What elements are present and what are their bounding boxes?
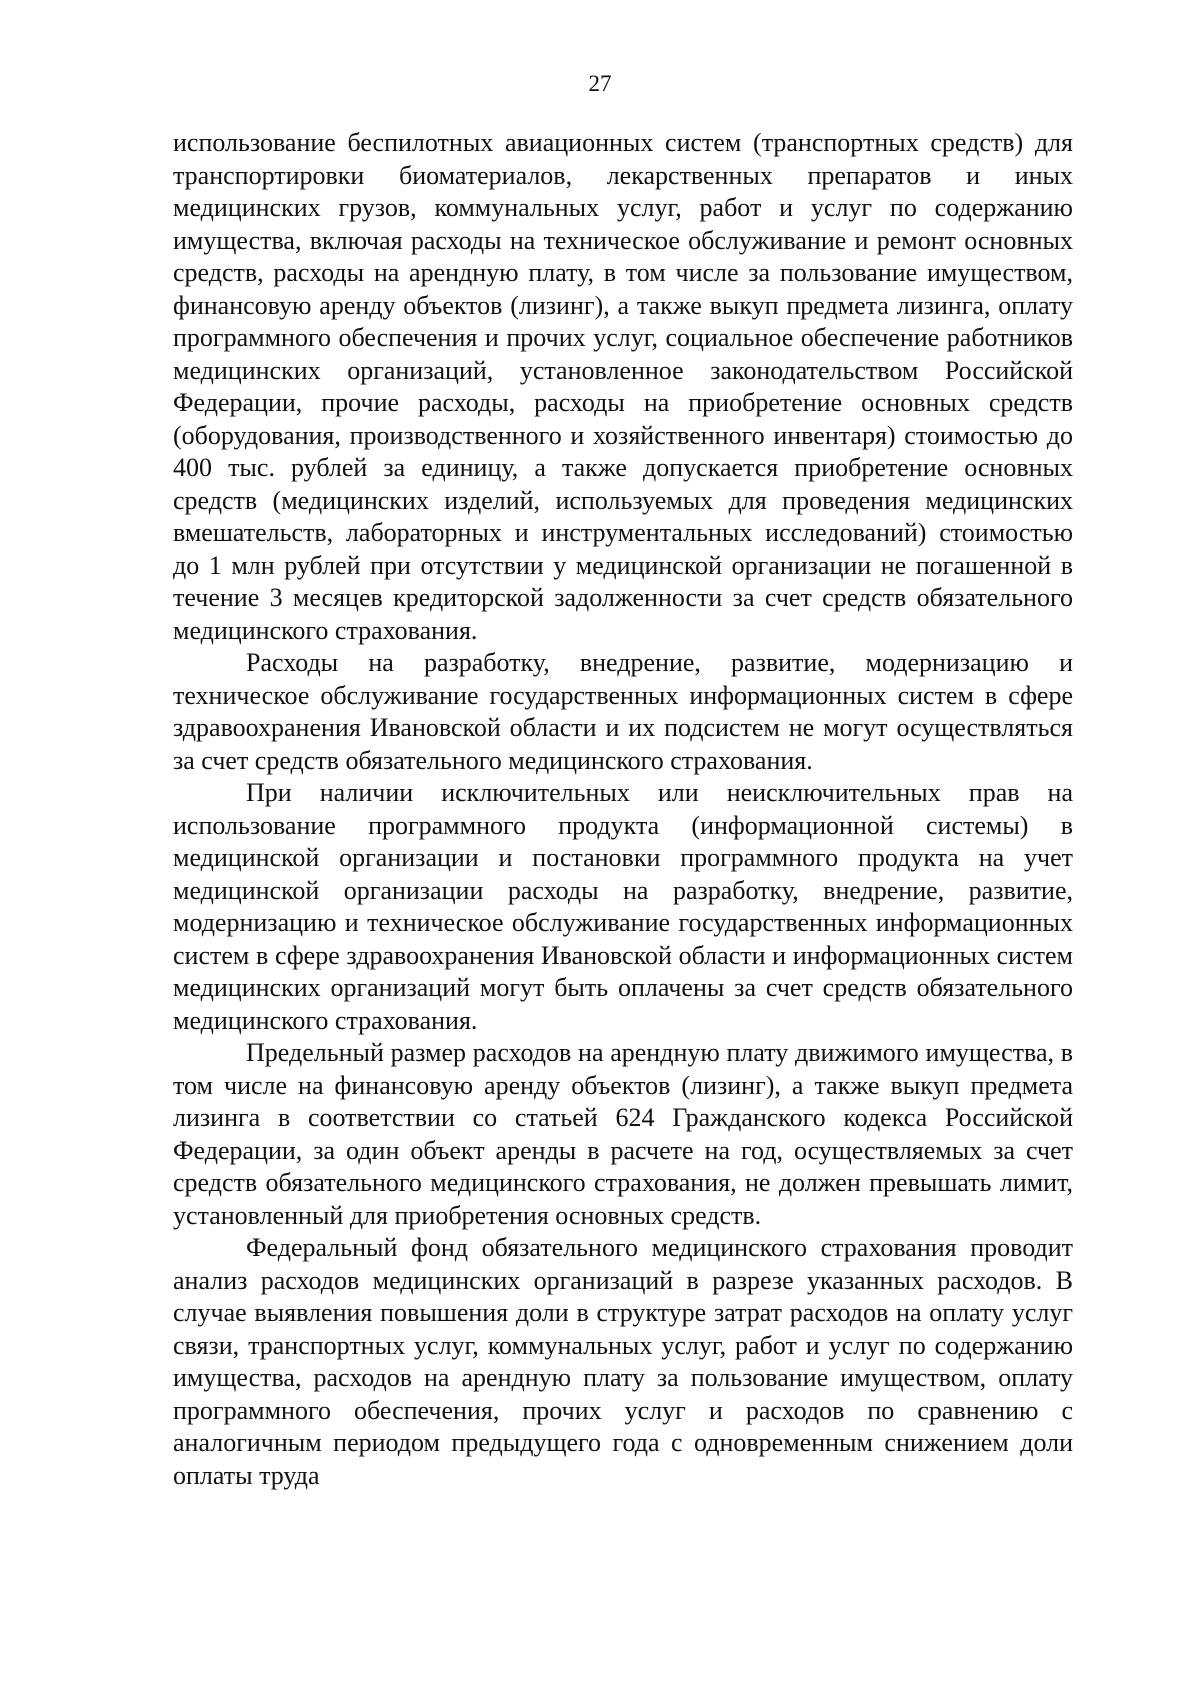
- paragraph-software-rights: При наличии исключительных или неисключительных прав на использование программного продукта (информационной системы) в медицинской организации и постановки программного продукта на учет медицинской организации расходы на разработку, внедрение, развитие, модернизацию и техническое обслуживание государственных информационных систем в сфере здравоохранения Ивановской области и информационных систем медицинских организаций могут быть оплачены за счет средств обязательного медицинского страхования.: [173, 778, 1073, 1035]
- paragraph-expense-items: использование беспилотных авиационных систем (транспортных средств) для транспортировки биоматериалов, лекарственных препаратов и иных медицинских грузов, коммунальных услуг, работ и услуг по содержанию имущества, включая расходы на техническое обслуживание и ремонт основных средств, расходы на арендную плату, в том числе за пользование имуществом, финансовую аренду объектов (лизинг), а также выкуп предмета лизинга, оплату программного обеспечения и прочих услуг, социальное обеспечение работников медицинских организаций, установленное законодательством Российской Федерации, прочие расходы, расходы на приобретение основных средств (оборудования, производственного и хозяйственного инвентаря) стоимостью до 400 тыс. рублей за единицу, а также допускается приобретение основных средств (медицинских изделий, используемых для проведения медицинских вмешательств, лабораторных и инструментальных исследований) стоимостью до 1 млн рублей при отсутствии у медицинской организации не погашенной в течение 3 месяцев кредиторской задолженности за счет средств обязательного медицинского страхования.: [173, 128, 1073, 645]
- document-body: [173, 127, 1073, 1492]
- page-number: 27: [588, 71, 612, 96]
- paragraph-lease-limit: Предельный размер расходов на арендную плату движимого имущества, в том числе на финансовую аренду объектов (лизинг), а также выкуп предмета лизинга в соответствии со статьей 624 Гражданского кодекса Российской Федерации, за один объект аренды в расчете на год, осуществляемых за счет средств обязательного медицинского страхования, не должен превышать лимит, установленный для приобретения основных средств.: [173, 1038, 1073, 1230]
- paragraph-federal-fund-analysis: Федеральный фонд обязательного медицинского страхования проводит анализ расходов медицинских организаций в разрезе указанных расходов. В случае выявления повышения доли в структуре затрат расходов на оплату услуг связи, транспортных услуг, коммунальных услуг, работ и услуг по содержанию имущества, расходов на арендную плату за пользование имуществом, оплату программного обеспечения, прочих услуг и расходов по сравнению с аналогичным периодом предыдущего года с одновременным снижением доли оплаты труда: [173, 1233, 1073, 1490]
- paragraph-state-info-systems: Расходы на разработку, внедрение, развитие, модернизацию и техническое обслуживание государственных информационных систем в сфере здравоохранения Ивановской области и их подсистем не могут осуществляться за счет средств обязательного медицинского страхования.: [173, 648, 1073, 775]
